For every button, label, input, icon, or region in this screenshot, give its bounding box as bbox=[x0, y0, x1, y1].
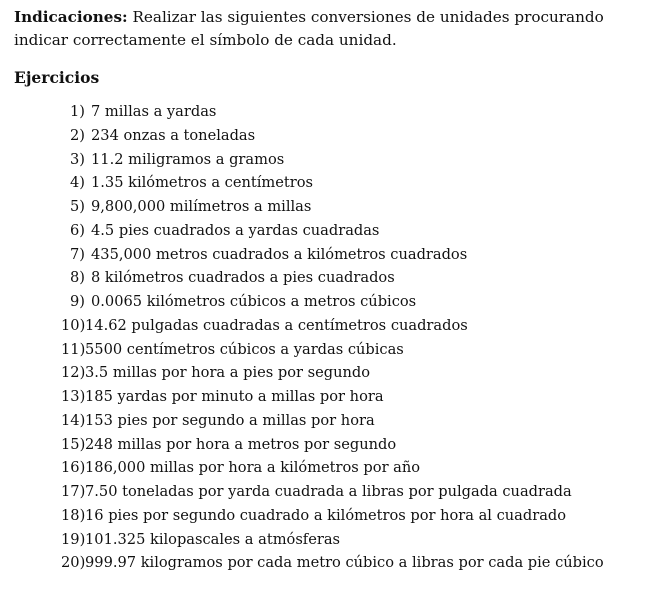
exercise-item bbox=[61, 409, 658, 433]
exercise-item bbox=[61, 456, 658, 480]
exercise-text: 1.35 kilómetros a centímetros bbox=[91, 174, 313, 192]
exercise-text: 101.325 kilopascales a atmósferas bbox=[85, 530, 341, 548]
exercise-item bbox=[61, 504, 658, 528]
exercise-item bbox=[61, 314, 658, 338]
exercise-item bbox=[61, 171, 658, 195]
exercise-number: 12) bbox=[61, 364, 86, 382]
exercise-text: 5500 centímetros cúbicos a yardas cúbicas bbox=[85, 340, 404, 358]
exercise-item bbox=[61, 266, 658, 290]
exercise-item bbox=[61, 100, 658, 124]
exercise-number: 13) bbox=[61, 388, 86, 405]
exercise-item bbox=[61, 290, 658, 314]
exercise-number: 9) bbox=[70, 293, 85, 310]
exercise-item bbox=[61, 480, 658, 504]
exercise-text: 185 yardas por minuto a millas por hora bbox=[85, 388, 384, 405]
exercise-text: 11.2 miligramos a gramos bbox=[91, 150, 285, 168]
exercise-number: 17) bbox=[61, 483, 86, 500]
exercise-item bbox=[61, 338, 658, 362]
exercise-number: 1) bbox=[70, 103, 85, 120]
exercise-number: 14) bbox=[61, 411, 86, 429]
exercise-number: 20) bbox=[61, 554, 86, 572]
instructions-paragraph bbox=[14, 6, 624, 52]
exercise-item bbox=[61, 195, 658, 219]
exercise-number: 2) bbox=[70, 126, 85, 144]
exercise-text: 7.50 toneladas por yarda cuadrada a libras por pulgada cuadrada bbox=[85, 483, 572, 500]
exercise-text: 9,800,000 milímetros a millas bbox=[91, 198, 312, 215]
instructions-text: Realizar las siguientes conversiones de unidades procurando indicar correctamente el símbolo de cada unidad. bbox=[14, 8, 604, 49]
exercise-number: 11) bbox=[61, 340, 86, 358]
exercise-item bbox=[61, 551, 658, 575]
instructions-label: Indicaciones: bbox=[14, 8, 128, 26]
exercise-item bbox=[61, 243, 658, 267]
exercise-number: 18) bbox=[61, 506, 86, 524]
exercise-number: 7) bbox=[70, 245, 85, 263]
exercise-number: 6) bbox=[70, 221, 85, 239]
exercise-item bbox=[61, 528, 658, 552]
exercise-number: 10) bbox=[61, 316, 86, 334]
exercise-item bbox=[61, 385, 658, 409]
exercise-text: 16 pies por segundo cuadrado a kilómetros por hora al cuadrado bbox=[85, 506, 567, 524]
exercise-number: 15) bbox=[61, 435, 86, 453]
exercise-text: 999.97 kilogramos por cada metro cúbico a libras por cada pie cúbico bbox=[85, 554, 604, 572]
exercise-text: 3.5 millas por hora a pies por segundo bbox=[85, 364, 371, 382]
exercise-text: 153 pies por segundo a millas por hora bbox=[85, 411, 375, 429]
exercise-item bbox=[61, 124, 658, 148]
exercise-item bbox=[61, 219, 658, 243]
exercise-item bbox=[61, 361, 658, 385]
exercise-number: 8) bbox=[70, 269, 85, 287]
exercise-number: 4) bbox=[70, 174, 85, 192]
exercise-text: 14.62 pulgadas cuadradas a centímetros cuadrados bbox=[85, 316, 468, 334]
exercise-number: 3) bbox=[70, 150, 85, 168]
exercise-text: 0.0065 kilómetros cúbicos a metros cúbicos bbox=[91, 293, 417, 310]
exercise-item bbox=[61, 433, 658, 457]
exercise-text: 435,000 metros cuadrados a kilómetros cuadrados bbox=[91, 245, 468, 263]
exercise-text: 4.5 pies cuadrados a yardas cuadradas bbox=[91, 221, 380, 239]
exercise-number: 5) bbox=[70, 198, 85, 215]
exercise-number: 19) bbox=[61, 530, 86, 548]
exercise-text: 248 millas por hora a metros por segundo bbox=[85, 435, 397, 453]
exercise-text: 8 kilómetros cuadrados a pies cuadrados bbox=[91, 269, 395, 287]
exercise-number: 16) bbox=[61, 459, 86, 477]
exercise-item bbox=[61, 148, 658, 172]
exercise-text: 186,000 millas por hora a kilómetros por año bbox=[85, 459, 421, 477]
exercise-list bbox=[14, 100, 658, 575]
exercise-text: 7 millas a yardas bbox=[91, 103, 217, 120]
exercise-text: 234 onzas a toneladas bbox=[91, 126, 256, 144]
section-title: Ejercicios bbox=[14, 68, 100, 87]
